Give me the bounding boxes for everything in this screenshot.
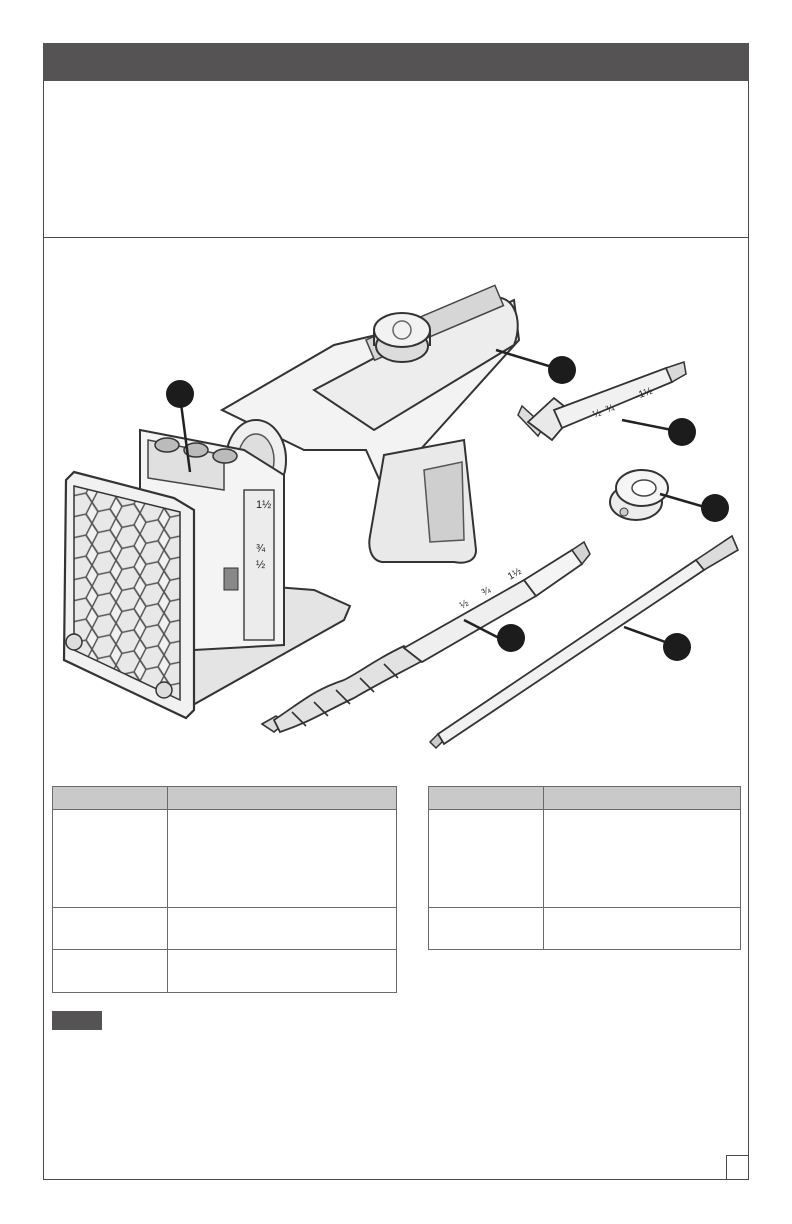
note-text-area (52, 1036, 742, 1136)
table-header-cell (53, 787, 168, 810)
callout-marker-5 (497, 624, 525, 652)
depth-knob (374, 313, 430, 362)
gauge-mark-2: ¾ (604, 402, 616, 416)
table-row (429, 810, 741, 908)
table-cell (168, 810, 397, 908)
callout-marker-6 (663, 633, 691, 661)
section-header-bar (43, 43, 749, 81)
bit-mark-3: 1½ (506, 566, 524, 583)
callout-marker-4 (701, 494, 729, 522)
parts-table-left (52, 786, 397, 993)
parts-table-right (428, 786, 741, 950)
table-row (429, 908, 741, 950)
table-cell (53, 810, 168, 908)
table-cell (168, 950, 397, 993)
table-row (53, 810, 397, 908)
bit-mark-2: ¾ (480, 584, 493, 599)
intro-box (43, 81, 749, 238)
gauge-mark-1: ½ (591, 407, 603, 421)
table-cell (53, 950, 168, 993)
table-header-cell (429, 787, 544, 810)
parts-illustration (44, 250, 748, 770)
table-header-cell (544, 787, 741, 810)
callout-marker-1 (166, 380, 194, 408)
jig-mark-2: ¾ (256, 543, 266, 555)
table-cell (168, 908, 397, 950)
callout-marker-3 (668, 418, 696, 446)
table-cell (544, 810, 741, 908)
gauge-mark-3: 1½ (637, 385, 655, 401)
table-cell (544, 908, 741, 950)
jig-mark-1: 1½ (256, 499, 272, 511)
jig-mark-3: ½ (256, 559, 266, 571)
table-cell (53, 908, 168, 950)
page-number-box (726, 1155, 749, 1180)
table-cell (429, 908, 544, 950)
stop-collar (610, 470, 668, 520)
table-row (53, 950, 397, 993)
callout-marker-2 (548, 356, 576, 384)
note-badge (52, 1011, 102, 1030)
table-row (53, 908, 397, 950)
square-driver-bit (430, 536, 738, 748)
table-cell (429, 810, 544, 908)
bit-mark-1: ½ (458, 597, 471, 612)
pocket-hole-jig (64, 285, 519, 718)
table-header-cell (168, 787, 397, 810)
